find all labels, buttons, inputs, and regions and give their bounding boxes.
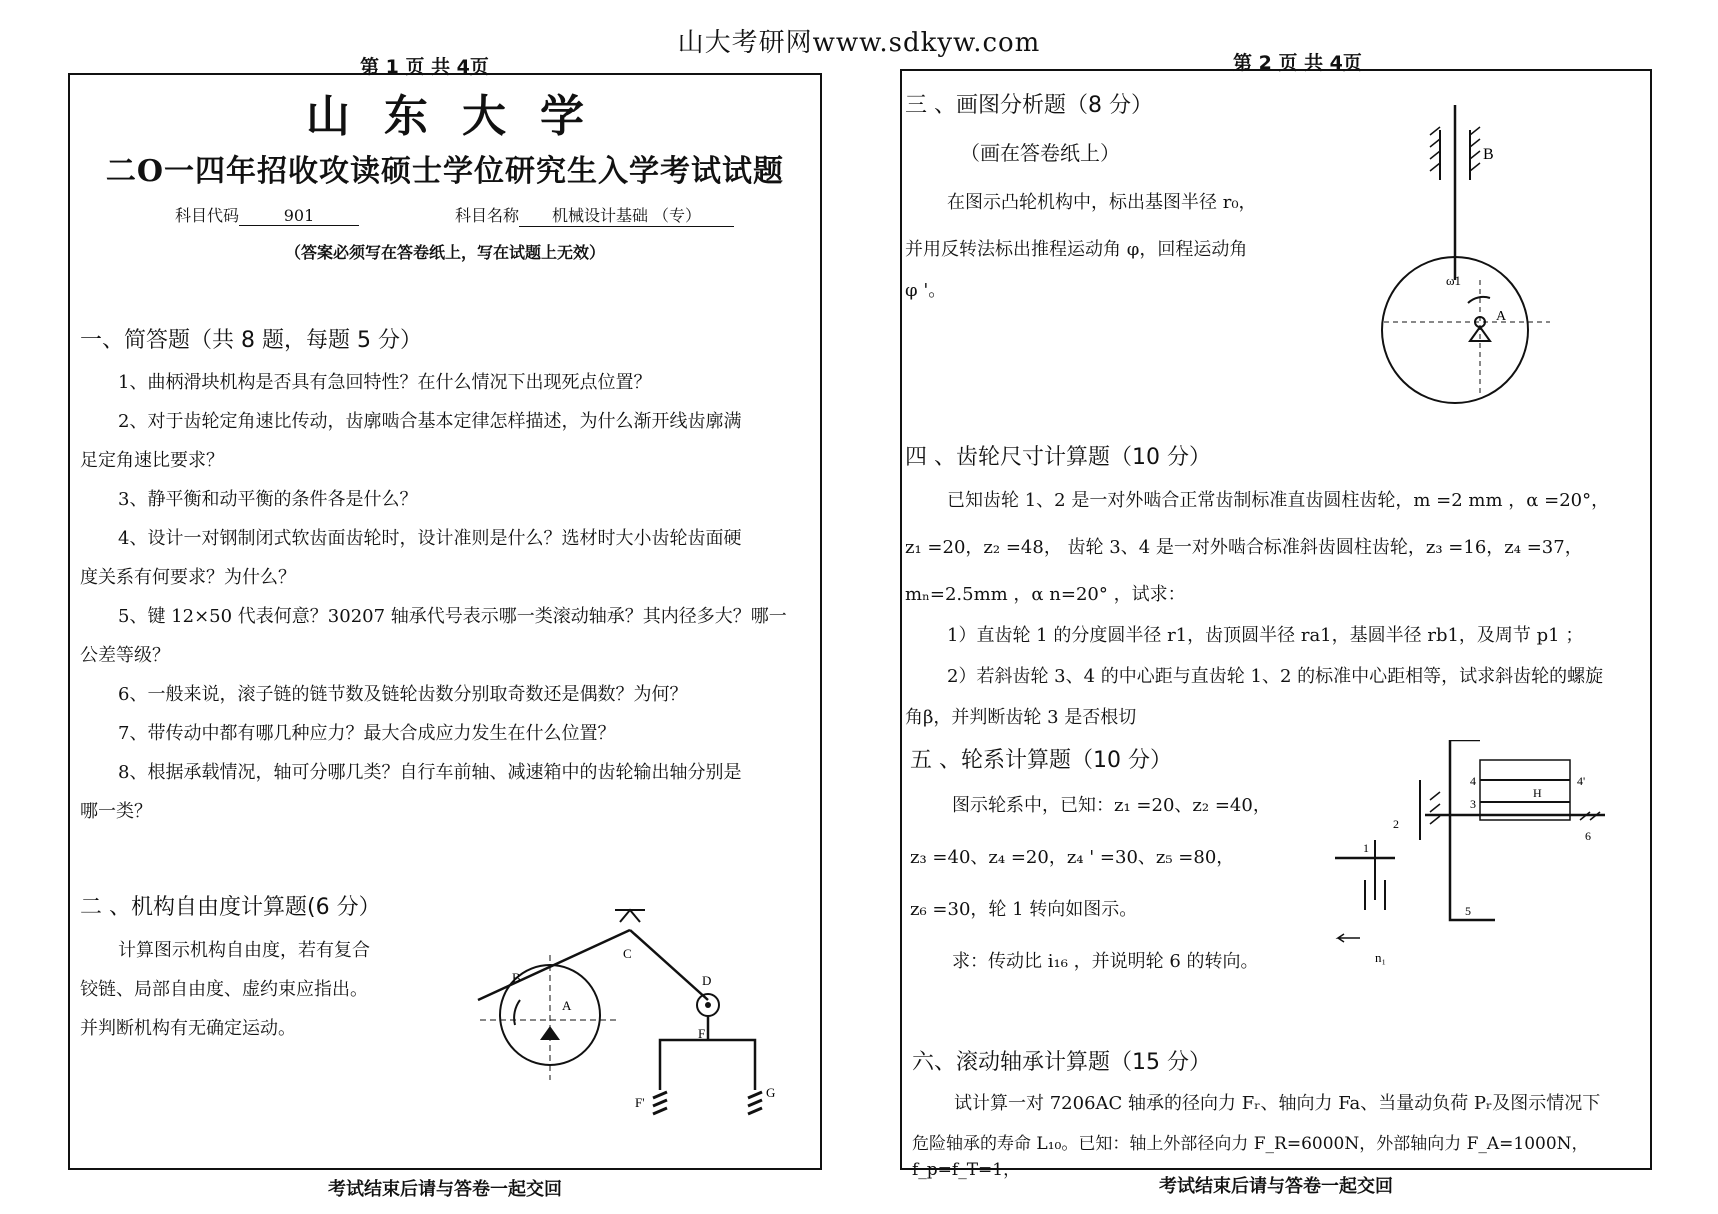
planet-carrier <box>1480 760 1570 820</box>
section-5-line-2: z₃ =40、z₄ =20，z₄ ' =30、z₅ =80， <box>910 847 1235 868</box>
label-a: A <box>1496 309 1507 324</box>
label-3: 3 <box>1470 797 1476 811</box>
question-4-line-1: 4、设计一对钢制闭式软齿面齿轮时，设计准则是什么？选材时大小齿轮齿面硬 <box>118 528 742 549</box>
section-5-line-3: z₆ =30，轮 1 转向如图示。 <box>910 899 1138 920</box>
section-1-questions <box>80 370 815 825</box>
label-2: 2 <box>1393 817 1399 831</box>
guide-g <box>748 1092 762 1114</box>
section-5-line-1: 图示轮系中，已知：z₁ =20、z₂ =40， <box>952 795 1271 816</box>
n1-arrow <box>1338 934 1360 942</box>
label-h: H <box>1533 786 1542 800</box>
label-omega: ω1 <box>1446 273 1462 288</box>
label-4-prime: 4' <box>1577 774 1586 788</box>
label-f-prime: F' <box>635 1095 645 1110</box>
label-n1: n₁ <box>1375 950 1387 965</box>
section-3-sub: （画在答卷纸上） <box>960 141 1120 165</box>
section-3-line-3: φ '。 <box>905 280 947 301</box>
subject-code-label: 科目代码 <box>175 206 240 225</box>
subject-code-value: 901 <box>239 206 359 226</box>
section-5-title: 五 、轮系计算题（10 分） <box>910 748 1172 773</box>
mechanism-figure <box>470 900 810 1140</box>
section-1-title: 一、简答题（共 8 题，每题 5 分） <box>80 328 422 353</box>
subject-name-label: 科目名称 <box>455 206 520 225</box>
ground-hatch <box>1430 792 1600 824</box>
school-name: 山东大学 <box>306 91 618 142</box>
label-f: F <box>698 1026 706 1041</box>
section-2-line-2: 铰链、局部自由度、虚约束应指出。 <box>80 979 368 1000</box>
label-a: A <box>562 998 572 1013</box>
label-b: B <box>512 970 521 985</box>
question-7: 7、带传动中都有哪几种应力？最大合成应力发生在什么位置？ <box>118 723 616 744</box>
section-4-line-6: 角β，并判断齿轮 3 是否根切 <box>905 707 1137 728</box>
section-3-line-1: 在图示凸轮机构中，标出基图半径 r₀， <box>947 192 1257 213</box>
exam-title: 二O一四年招收攻读硕士学位研究生入学考试试题 <box>105 154 785 189</box>
section-6-text <box>912 1091 1650 1183</box>
omega-arrow <box>1468 297 1490 303</box>
label-c: C <box>623 946 632 961</box>
question-5-line-1: 5、键 12×50 代表何意？30207 轴承代号表示哪一类滚动轴承？其内径多大？哪一 <box>118 606 787 627</box>
question-2-line-1: 2、对于齿轮定角速比传动，齿廓啮合基本定律怎样描述，为什么渐开线齿廓满 <box>118 411 742 432</box>
cam-figure <box>1380 105 1600 405</box>
label-g: G <box>766 1085 776 1100</box>
rotation-arrow <box>514 1000 520 1025</box>
label-4: 4 <box>1470 774 1476 788</box>
label-1: 1 <box>1363 841 1369 855</box>
answer-notice: （答案必须写在答卷纸上，写在试题上无效） <box>284 243 605 262</box>
link-cd <box>630 930 708 1000</box>
subject-code-row <box>175 203 359 226</box>
ground-a <box>540 1026 560 1040</box>
question-1: 1、曲柄滑块机构是否具有急回特性？在什么情况下出现死点位置？ <box>118 372 652 393</box>
label-6: 6 <box>1585 829 1591 843</box>
section-4-text <box>905 488 1650 731</box>
label-d: D <box>702 973 712 988</box>
section-4-line-5: 2）若斜齿轮 3、4 的中心距与直齿轮 1、2 的标准中心距相等，试求斜齿轮的螺旋 <box>947 666 1604 687</box>
question-8-line-2: 哪一类？ <box>80 801 152 822</box>
page-number: 第 2 页 共 4页 <box>1233 52 1362 74</box>
section-4-line-4: 1）直齿轮 1 的分度圆半径 r1，齿顶圆半径 ra1，基圆半径 rb1，及周节 p1 ； <box>947 625 1584 646</box>
section-2-title: 二 、机构自由度计算题(6 分） <box>80 895 381 920</box>
page-number: 第 1 页 共 4页 <box>360 56 489 78</box>
section-6-line-1: 试计算一对 7206AC 轴承的径向力 Fᵣ、轴向力 Fa、当量动负荷 Pᵣ及图示情况下 <box>954 1093 1601 1114</box>
subject-name-value: 机械设计基础 （专） <box>519 203 734 227</box>
section-2-text <box>80 938 410 1042</box>
question-8-line-1: 8、根据承载情况，轴可分哪几类？自行车前轴、减速箱中的齿轮输出轴分别是 <box>118 762 742 783</box>
section-6-line-2: 危险轴承的寿命 L₁₀。已知：轴上外部径向力 F_R=6000N，外部轴向力 F_A=1000N，f_p=f_T=1， <box>912 1134 1589 1180</box>
page-1-footer: 考试结束后请与答卷一起交回 <box>328 1179 562 1200</box>
section-5-line-4: 求：传动比 i₁₆ ，并说明轮 6 的转向。 <box>952 951 1259 972</box>
ring-gear-5 <box>1450 740 1495 920</box>
section-4-line-2: z₁ =20，z₂ =48， 齿轮 3、4 是一对外啮合标准斜齿圆柱齿轮，z₃ =16，z₄ =37， <box>905 537 1583 558</box>
section-4-line-1: 已知齿轮 1、2 是一对外啮合正常齿制标准直齿圆柱齿轮，m =2 mm ，α =20°， <box>947 490 1610 511</box>
section-2-line-1: 计算图示机构自由度，若有复合 <box>118 940 370 961</box>
question-6: 6、一般来说，滚子链的链节数及链轮齿数分别取奇数还是偶数？为何？ <box>118 684 688 705</box>
pivot-c <box>615 910 645 922</box>
section-4-title: 四 、齿轮尺寸计算题（10 分） <box>905 445 1211 470</box>
section-3-text <box>905 190 1325 304</box>
roller-pin <box>705 1002 711 1008</box>
section-5-text <box>910 793 1310 975</box>
link-bc <box>478 930 630 1000</box>
question-2-line-2: 足定角速比要求？ <box>80 450 224 471</box>
guide-f <box>653 1092 667 1114</box>
label-5: 5 <box>1465 904 1471 918</box>
site-header: 山大考研网www.sdkyw.com <box>677 28 1041 58</box>
label-b: B <box>1483 146 1494 163</box>
question-4-line-2: 度关系有何要求？为什么？ <box>80 567 296 588</box>
section-4-line-3: mₙ=2.5mm ，α n=20° ，试求： <box>905 584 1186 605</box>
section-2-line-3: 并判断机构有无确定运动。 <box>80 1018 296 1039</box>
gear-train-figure <box>1335 740 1615 965</box>
section-3-title: 三 、画图分析题（8 分） <box>905 93 1153 118</box>
question-5-line-2: 公差等级？ <box>80 645 170 666</box>
page-2-footer: 考试结束后请与答卷一起交回 <box>1159 1176 1393 1197</box>
subject-name-row <box>455 203 734 227</box>
question-3: 3、静平衡和动平衡的条件各是什么？ <box>118 489 418 510</box>
section-3-line-2: 并用反转法标出推程运动角 φ，回程运动角 <box>905 239 1248 260</box>
section-6-title: 六、滚动轴承计算题（15 分） <box>912 1050 1211 1075</box>
frame-f <box>660 1040 755 1090</box>
